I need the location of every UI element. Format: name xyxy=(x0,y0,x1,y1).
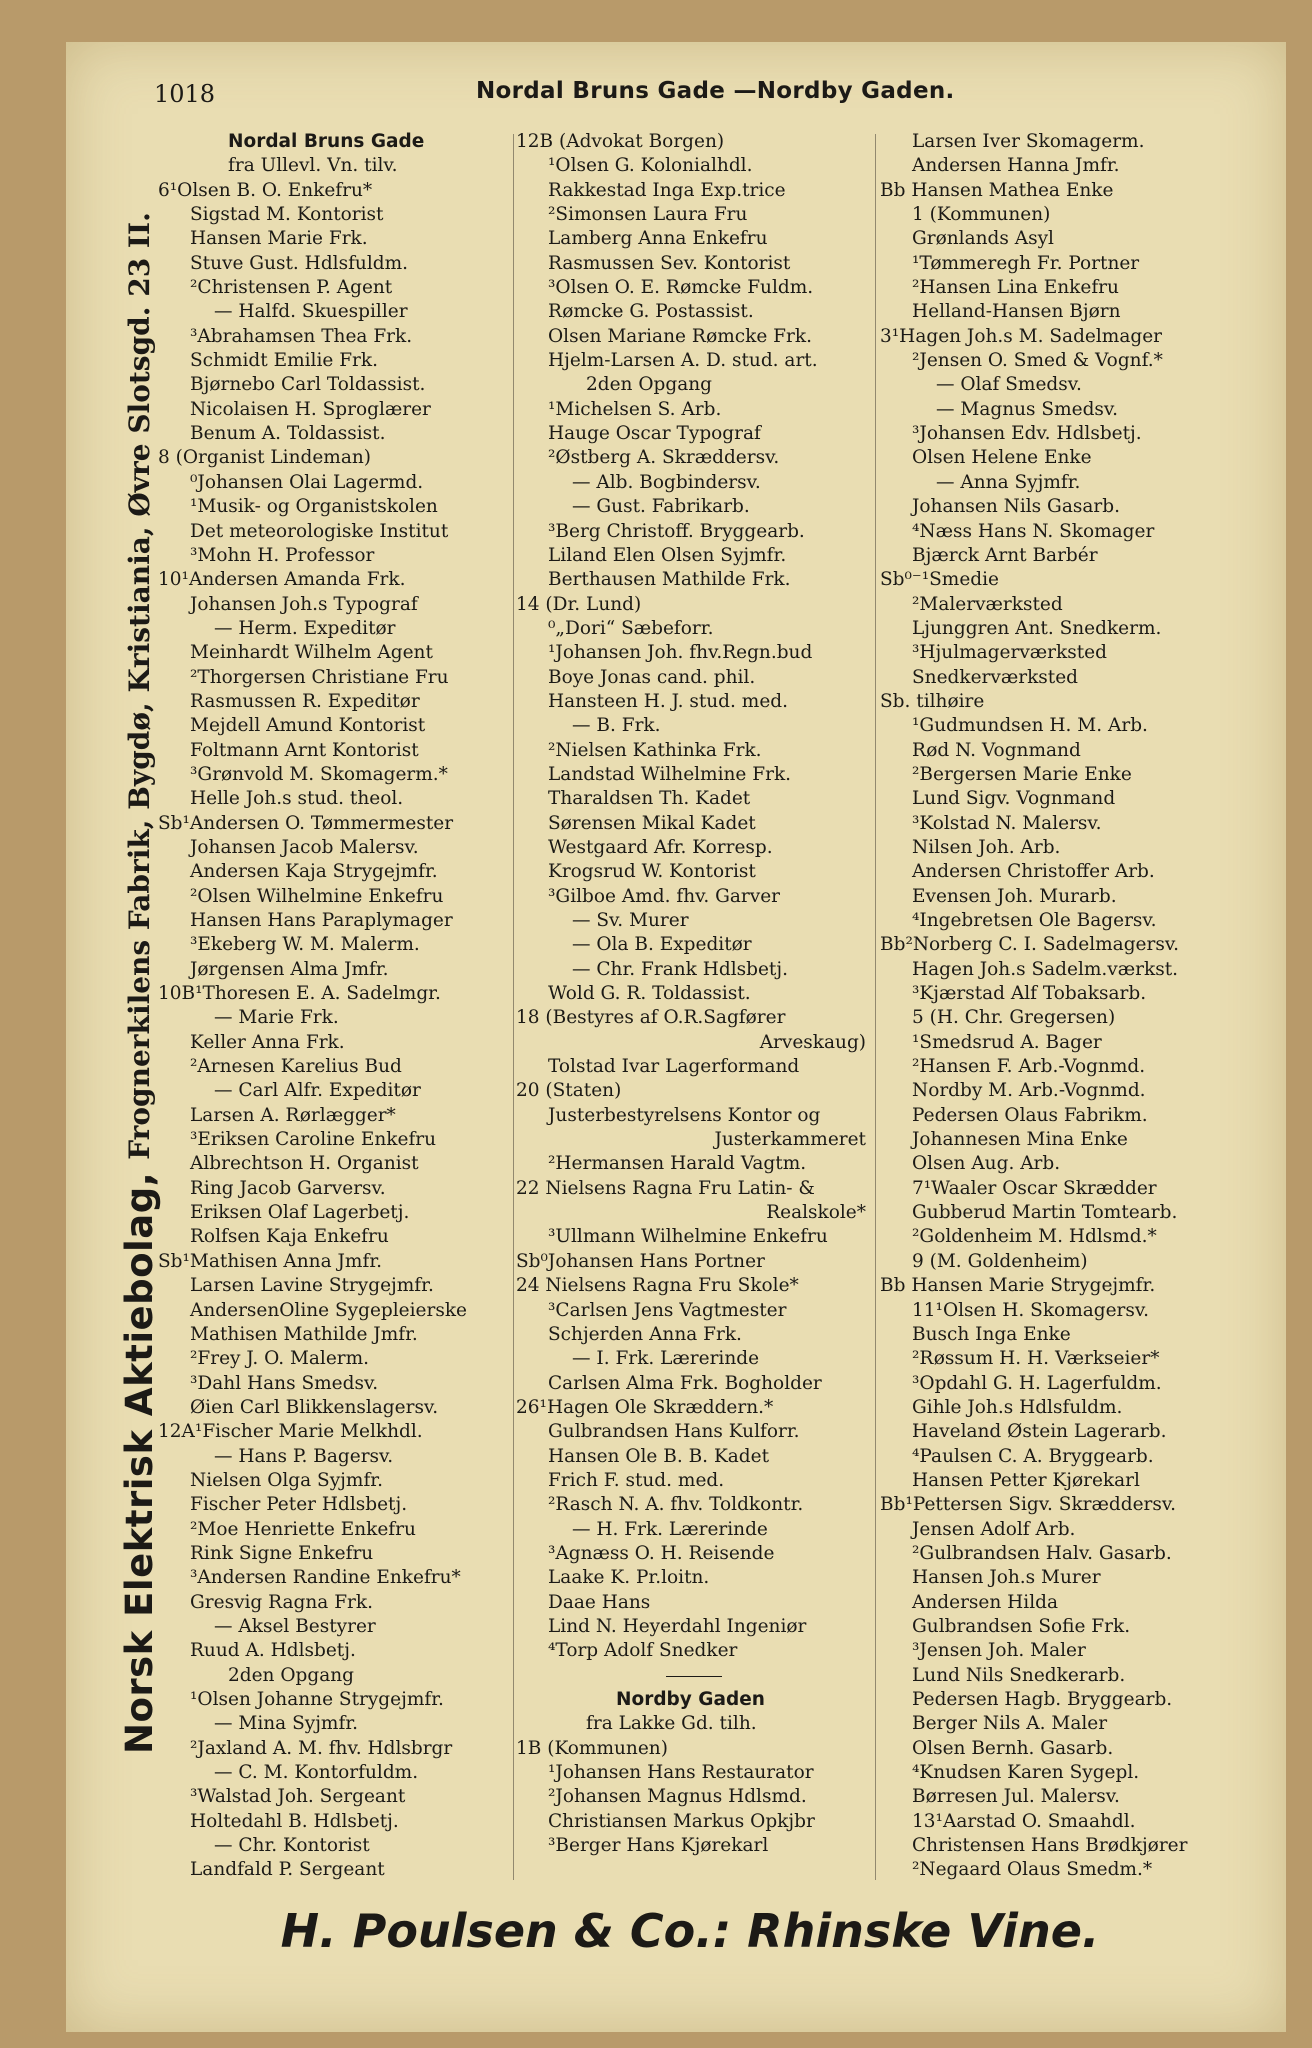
directory-entry: Snedkerværksted xyxy=(912,666,1078,688)
directory-entry: Justerkammeret xyxy=(714,1129,866,1151)
directory-entry: — H. Frk. Lærerinde xyxy=(572,1518,768,1540)
directory-entry: AndersenOline Sygepleierske xyxy=(190,1299,467,1321)
directory-entry: 5 (H. Chr. Gregersen) xyxy=(912,1007,1116,1029)
directory-entry: Foltmann Arnt Kontorist xyxy=(190,739,419,761)
directory-entry: — I. Frk. Lærerinde xyxy=(572,1348,760,1370)
directory-entry: 6¹Olsen B. O. Enkefru* xyxy=(158,179,373,201)
directory-entry: Rasmussen R. Expeditør xyxy=(190,690,420,712)
directory-entry: Sb⁰Johansen Hans Portner xyxy=(516,1250,765,1272)
directory-entry: Lamberg Anna Enkefru xyxy=(548,228,768,250)
directory-entry: Bb Hansen Mathea Enke xyxy=(880,179,1114,201)
directory-entry: Olsen Bernh. Gasarb. xyxy=(912,1737,1114,1759)
directory-entry: ²Jensen O. Smed & Vognf.* xyxy=(912,350,1163,372)
directory-entry: Liland Elen Olsen Syjmfr. xyxy=(548,544,787,566)
directory-entry: Pedersen Hagb. Bryggearb. xyxy=(912,1689,1173,1710)
directory-entry: ⁴Næss Hans N. Skomager xyxy=(912,520,1155,542)
directory-entry: Christensen Hans Brødkjører xyxy=(912,1835,1188,1857)
directory-entry: Gresvig Ragna Frk. xyxy=(190,1591,373,1613)
directory-entry: Hansen Joh.s Murer xyxy=(912,1567,1101,1589)
directory-entry: Rakkestad Inga Exp.trice xyxy=(548,179,786,201)
directory-entry: ⁰„Dori“ Sæbeforr. xyxy=(548,617,714,639)
directory-entry: Rink Signe Enkefru xyxy=(190,1542,374,1564)
directory-entry: ²Østberg A. Skræddersv. xyxy=(548,447,780,469)
directory-entry: Fischer Peter Hdlsbetj. xyxy=(190,1494,408,1516)
directory-entry: ²Arnesen Karelius Bud xyxy=(190,1056,402,1078)
directory-entry: ³Berger Hans Kjørekarl xyxy=(548,1835,769,1857)
directory-entry: Mathisen Mathilde Jmfr. xyxy=(190,1323,418,1345)
directory-entry: Arveskaug) xyxy=(759,1031,866,1053)
directory-entry: ²Gulbrandsen Halv. Gasarb. xyxy=(912,1542,1172,1564)
directory-entry: Realskole* xyxy=(766,1202,866,1224)
directory-entry: Ljunggren Ant. Snedkerm. xyxy=(912,617,1162,639)
directory-entry: Andersen Christoffer Arb. xyxy=(912,861,1155,883)
directory-entry: Sørensen Mikal Kadet xyxy=(548,812,756,834)
directory-entry: Eriksen Olaf Lagerbetj. xyxy=(190,1202,410,1224)
directory-entry: Sb. tilhøire xyxy=(880,690,985,712)
directory-entry: Gulbrandsen Hans Kulforr. xyxy=(548,1421,800,1443)
directory-entry: — Anna Syjmfr. xyxy=(936,471,1081,493)
directory-entry: ¹Michelsen S. Arb. xyxy=(548,398,722,420)
directory-entry: ³Ekeberg W. M. Malerm. xyxy=(190,934,420,956)
directory-entry: ²Hansen Lina Enkefru xyxy=(912,277,1119,299)
directory-entry: — Alb. Bogbindersv. xyxy=(572,471,761,493)
directory-column-1 xyxy=(158,130,514,1883)
directory-entry: 2den Opgang xyxy=(586,374,712,396)
directory-entry: ⁰Johansen Olai Lagermd. xyxy=(190,471,424,493)
directory-entry: Bb²Norberg C. I. Sadelmagersv. xyxy=(880,934,1179,956)
page-number: 1018 xyxy=(154,80,216,108)
directory-entry: ²Malerværksted xyxy=(912,593,1063,615)
directory-entry: Larsen Lavine Strygejmfr. xyxy=(190,1275,434,1297)
directory-entry: ²Jaxland A. M. fhv. Hdlsbrgr xyxy=(190,1737,453,1759)
directory-entry: — Aksel Bestyrer xyxy=(214,1615,376,1637)
directory-entry: ²Hansen F. Arb.-Vognmd. xyxy=(912,1056,1146,1078)
directory-entry: Rød N. Vognmand xyxy=(912,739,1081,761)
directory-entry: Hansen Hans Paraplymager xyxy=(190,910,453,931)
directory-entry: — Ola B. Expeditør xyxy=(572,934,752,956)
directory-entry: Rømcke G. Postassist. xyxy=(548,301,754,323)
directory-entry: ¹Smedsrud A. Bager xyxy=(912,1031,1102,1053)
directory-entry: ³Carlsen Jens Vagtmester xyxy=(548,1299,787,1321)
directory-entry: Westgaard Afr. Korresp. xyxy=(548,836,773,858)
directory-entry: Justerbestyrelsens Kontor og xyxy=(548,1104,821,1126)
directory-entry: Det meteorologiske Institut xyxy=(190,520,449,542)
directory-entry: 1 (Kommunen) xyxy=(912,204,1051,226)
directory-entry: Johansen Nils Gasarb. xyxy=(912,496,1120,518)
directory-entry: Gubberud Martin Tomtearb. xyxy=(912,1202,1178,1224)
directory-entry: Hauge Oscar Typograf xyxy=(548,423,761,445)
directory-entry: fra Ullevl. Vn. tilv. xyxy=(228,155,398,177)
directory-entry: fra Lakke Gd. tilh. xyxy=(586,1713,757,1735)
directory-entry: — Chr. Frank Hdlsbetj. xyxy=(572,958,788,980)
directory-entry: Frich F. stud. med. xyxy=(548,1469,725,1491)
street-heading: Nordby Gaden xyxy=(616,1689,765,1710)
directory-entry: Grønlands Asyl xyxy=(912,228,1054,250)
directory-entry: 2den Opgang xyxy=(228,1664,354,1686)
directory-entry: — Chr. Kontorist xyxy=(214,1835,370,1857)
directory-entry: Daae Hans xyxy=(548,1591,651,1613)
directory-entry: ¹Johansen Joh. fhv.Regn.bud xyxy=(548,642,813,664)
directory-entry: Sigstad M. Kontorist xyxy=(190,204,384,226)
directory-entry: ³Berg Christoff. Bryggearb. xyxy=(548,520,805,542)
directory-entry: — Magnus Smedsv. xyxy=(936,398,1119,420)
directory-entry: Mejdell Amund Kontorist xyxy=(190,715,426,737)
directory-entry: ²Christensen P. Agent xyxy=(190,277,393,299)
directory-entry: ²Frey J. O. Malerm. xyxy=(190,1348,370,1370)
directory-entry: Larsen A. Rørlægger* xyxy=(190,1104,396,1126)
directory-column-2 xyxy=(516,130,872,1858)
directory-entry: ¹Musik- og Organistskolen xyxy=(190,496,438,518)
directory-entry: 10B¹Thoresen E. A. Sadelmgr. xyxy=(158,983,441,1005)
directory-entry: Børresen Jul. Malersv. xyxy=(912,1786,1120,1808)
directory-entry: Bjærck Arnt Barbér xyxy=(912,544,1098,566)
directory-entry: Benum A. Toldassist. xyxy=(190,423,386,445)
directory-entry: ²Rasch N. A. fhv. Toldkontr. xyxy=(548,1494,804,1516)
directory-entry: Meinhardt Wilhelm Agent xyxy=(190,642,433,664)
directory-entry: ³Grønvold M. Skomagerm.* xyxy=(190,763,448,785)
directory-entry: 7¹Waaler Oscar Skrædder xyxy=(912,1177,1157,1199)
directory-entry: ³Mohn H. Professor xyxy=(190,544,375,566)
directory-entry: Wold G. R. Toldassist. xyxy=(548,983,751,1005)
directory-entry: Sb⁰⁻¹Smedie xyxy=(880,569,999,591)
directory-entry: Landstad Wilhelmine Frk. xyxy=(548,763,792,785)
directory-entry: Larsen Iver Skomagerm. xyxy=(912,131,1145,152)
directory-entry: 12A¹Fischer Marie Melkhdl. xyxy=(158,1421,423,1443)
column-divider xyxy=(875,134,876,1880)
directory-entry: — Olaf Smedsv. xyxy=(936,374,1082,396)
directory-entry: ²Bergersen Marie Enke xyxy=(912,763,1132,785)
directory-entry: ²Thorgersen Christiane Fru xyxy=(190,666,449,688)
directory-entry: Boye Jonas cand. phil. xyxy=(548,666,756,688)
directory-entry: Jensen Adolf Arb. xyxy=(912,1518,1076,1540)
directory-entry: ¹Gudmundsen H. M. Arb. xyxy=(912,715,1148,737)
directory-entry: Hansen Ole B. B. Kadet xyxy=(548,1445,770,1467)
directory-entry: — Carl Alfr. Expeditør xyxy=(214,1080,421,1102)
directory-entry: Rolfsen Kaja Enkefru xyxy=(190,1226,389,1248)
directory-entry: ³Kolstad N. Malersv. xyxy=(912,812,1102,834)
directory-entry: Johannesen Mina Enke xyxy=(912,1129,1128,1151)
directory-entry: Sb¹Mathisen Anna Jmfr. xyxy=(158,1250,383,1272)
directory-entry: ²Røssum H. H. Værkseier* xyxy=(912,1348,1160,1370)
directory-entry: — Gust. Fabrikarb. xyxy=(572,496,750,518)
directory-entry: — Marie Frk. xyxy=(214,1007,339,1029)
directory-entry: ²Simonsen Laura Fru xyxy=(548,204,748,226)
directory-entry: ³Jensen Joh. Maler xyxy=(912,1640,1086,1662)
directory-entry: Øien Carl Blikkenslagersv. xyxy=(190,1396,439,1418)
directory-entry: Sb¹Andersen O. Tømmermester xyxy=(158,812,454,834)
directory-entry: — Mina Syjmfr. xyxy=(214,1713,359,1735)
directory-column-3 xyxy=(880,130,1282,1883)
directory-entry: Bb¹Pettersen Sigv. Skræddersv. xyxy=(880,1494,1176,1516)
directory-entry: Lund Sigv. Vognmand xyxy=(912,788,1116,810)
directory-entry: Nordby M. Arb.-Vognmd. xyxy=(912,1080,1146,1102)
directory-entry: 10¹Andersen Amanda Frk. xyxy=(158,569,406,591)
directory-entry: 26¹Hagen Ole Skræddern.* xyxy=(516,1396,774,1418)
directory-entry: ¹Olsen Johanne Strygejmfr. xyxy=(190,1689,444,1710)
directory-entry: ³Ullmann Wilhelmine Enkefru xyxy=(548,1226,828,1248)
directory-entry: ¹Tømmeregh Fr. Portner xyxy=(912,252,1140,274)
directory-entry: Lund Nils Snedkerarb. xyxy=(912,1664,1126,1686)
directory-entry: ³Hjulmagerværksted xyxy=(912,642,1107,664)
directory-entry: Andersen Kaja Strygejmfr. xyxy=(190,861,438,883)
directory-entry: ³Kjærstad Alf Tobaksarb. xyxy=(912,983,1147,1005)
directory-entry: Ruud A. Hdlsbetj. xyxy=(190,1640,356,1662)
directory-entry: Hansen Petter Kjørekarl xyxy=(912,1469,1140,1491)
directory-entry: Nilsen Joh. Arb. xyxy=(912,836,1061,858)
directory-entry: ²Olsen Wilhelmine Enkefru xyxy=(190,885,444,907)
section-rule xyxy=(516,1664,872,1688)
directory-entry: ²Moe Henriette Enkefru xyxy=(190,1518,416,1540)
directory-entry: Johansen Joh.s Typograf xyxy=(190,593,418,615)
directory-entry: ¹Olsen G. Kolonialhdl. xyxy=(548,155,753,177)
directory-entry: Keller Anna Frk. xyxy=(190,1031,345,1053)
directory-entry: Christiansen Markus Opkjbr xyxy=(548,1810,815,1832)
directory-entry: 12B (Advokat Borgen) xyxy=(516,131,725,152)
directory-entry: Tharaldsen Th. Kadet xyxy=(548,788,751,810)
directory-entry: ³Johansen Edv. Hdlsbetj. xyxy=(912,423,1142,445)
page-header xyxy=(150,80,1230,114)
directory-entry: ⁴Torp Adolf Snedker xyxy=(548,1640,738,1662)
directory-entry: ³Andersen Randine Enkefru* xyxy=(190,1567,461,1589)
directory-entry: ³Walstad Joh. Sergeant xyxy=(190,1786,406,1808)
directory-entry: Laake K. Pr.loitn. xyxy=(548,1567,710,1589)
directory-entry: Holtedahl B. Hdlsbetj. xyxy=(190,1810,399,1832)
directory-entry: 3¹Hagen Joh.s M. Sadelmager xyxy=(880,325,1162,347)
directory-entry: Landfald P. Sergeant xyxy=(190,1859,385,1881)
side-ad-brand: Norsk Elektrisk Aktiebolag, xyxy=(117,1171,161,1754)
directory-entry: Helland-Hansen Bjørn xyxy=(912,301,1121,323)
directory-entry: Schjerden Anna Frk. xyxy=(548,1323,742,1345)
directory-entry: Hagen Joh.s Sadelm.værkst. xyxy=(912,958,1179,980)
directory-entry: Evensen Joh. Murarb. xyxy=(912,885,1117,907)
directory-entry: 24 Nielsens Ragna Fru Skole* xyxy=(516,1275,799,1297)
directory-entry: Berger Nils A. Maler xyxy=(912,1713,1108,1735)
directory-entry: Berthausen Mathilde Frk. xyxy=(548,569,791,591)
directory-entry: Olsen Helene Enke xyxy=(912,447,1092,469)
directory-entry: Bjørnebo Carl Toldassist. xyxy=(190,374,426,396)
directory-entry: 20 (Staten) xyxy=(516,1080,622,1102)
directory-entry: Schmidt Emilie Frk. xyxy=(190,350,378,372)
directory-entry: — Hans P. Bagersv. xyxy=(214,1445,394,1467)
directory-entry: Hjelm-Larsen A. D. stud. art. xyxy=(548,350,818,372)
directory-entry: Stuve Gust. Hdlsfuldm. xyxy=(190,252,409,274)
directory-entry: — B. Frk. xyxy=(572,715,661,737)
directory-entry: Andersen Hilda xyxy=(912,1591,1058,1613)
directory-entry: ³Opdahl G. H. Lagerfuldm. xyxy=(912,1372,1162,1394)
footer-advertisement: H. Poulsen & Co.: Rhinske Vine. xyxy=(280,1904,1100,1958)
directory-entry: Jørgensen Alma Jmfr. xyxy=(190,958,389,980)
directory-entry: ²Johansen Magnus Hdlsmd. xyxy=(548,1786,807,1808)
directory-entry: 13¹Aarstad O. Smaahdl. xyxy=(912,1810,1136,1832)
directory-entry: — C. M. Kontorfuldm. xyxy=(214,1762,419,1784)
directory-entry: ³Abrahamsen Thea Frk. xyxy=(190,325,413,347)
directory-entry: ³Eriksen Caroline Enkefru xyxy=(190,1129,437,1151)
directory-entry: ³Gilboe Amd. fhv. Garver xyxy=(548,885,781,907)
directory-entry: Bb Hansen Marie Strygejmfr. xyxy=(880,1275,1156,1297)
directory-entry: Nielsen Olga Syjmfr. xyxy=(190,1469,383,1491)
directory-entry: Busch Inga Enke xyxy=(912,1323,1071,1345)
directory-entry: — Sv. Murer xyxy=(572,910,689,931)
directory-entry: 18 (Bestyres af O.R.Sagfører xyxy=(516,1007,786,1029)
directory-entry: Lind N. Heyerdahl Ingeniør xyxy=(548,1615,807,1637)
directory-entry: ⁴Knudsen Karen Sygepl. xyxy=(912,1762,1140,1784)
directory-entry: 11¹Olsen H. Skomagersv. xyxy=(912,1299,1150,1321)
directory-entry: Rasmussen Sev. Kontorist xyxy=(548,252,791,274)
directory-entry: Nicolaisen H. Sproglærer xyxy=(190,398,431,420)
directory-entry: ²Negaard Olaus Smedm.* xyxy=(912,1859,1153,1881)
directory-entry: — Halfd. Skuespiller xyxy=(214,301,408,323)
directory-entry: ⁴Ingebretsen Ole Bagersv. xyxy=(912,910,1157,931)
directory-entry: Johansen Jacob Malersv. xyxy=(190,836,419,858)
page-title: Nordal Bruns Gade —Nordby Gaden. xyxy=(476,78,955,104)
directory-entry: Gulbrandsen Sofie Frk. xyxy=(912,1615,1131,1637)
side-ad-details: Frognerkilens Fabrik, Bygdø, Kristiania, Øvre Slotsgd. 23 II. xyxy=(122,212,156,1160)
directory-entry: 8 (Organist Lindeman) xyxy=(158,447,372,469)
directory-entry: Krogsrud W. Kontorist xyxy=(548,861,756,883)
directory-entry: Olsen Mariane Rømcke Frk. xyxy=(548,325,812,347)
directory-entry: Tolstad Ivar Lagerformand xyxy=(548,1056,800,1078)
directory-entry: ²Nielsen Kathinka Frk. xyxy=(548,739,762,761)
directory-entry: Andersen Hanna Jmfr. xyxy=(912,155,1120,177)
directory-entry: Helle Joh.s stud. theol. xyxy=(190,788,404,810)
directory-entry: Albrechtson H. Organist xyxy=(190,1153,419,1175)
directory-entry: Gihle Joh.s Hdlsfuldm. xyxy=(912,1396,1123,1418)
directory-entry: Hansen Marie Frk. xyxy=(190,228,368,250)
directory-entry: Ring Jacob Garversv. xyxy=(190,1177,386,1199)
directory-entry: Pedersen Olaus Fabrikm. xyxy=(912,1104,1148,1126)
directory-entry: 14 (Dr. Lund) xyxy=(516,593,642,615)
street-heading: Nordal Bruns Gade xyxy=(228,131,425,152)
directory-entry: 1B (Kommunen) xyxy=(516,1737,668,1759)
directory-entry: 22 Nielsens Ragna Fru Latin- & xyxy=(516,1177,815,1199)
directory-entry: ³Olsen O. E. Rømcke Fuldm. xyxy=(548,277,814,299)
directory-entry: ⁴Paulsen C. A. Bryggearb. xyxy=(912,1445,1154,1467)
directory-entry: ³Agnæss O. H. Reisende xyxy=(548,1542,775,1564)
directory-entry: Olsen Aug. Arb. xyxy=(912,1153,1061,1175)
directory-entry: ¹Johansen Hans Restaurator xyxy=(548,1762,814,1784)
directory-entry: — Herm. Expeditør xyxy=(214,617,396,639)
directory-entry: 9 (M. Goldenheim) xyxy=(912,1250,1088,1272)
directory-entry: ³Dahl Hans Smedsv. xyxy=(190,1372,379,1394)
directory-entry: Hansteen H. J. stud. med. xyxy=(548,690,788,712)
directory-entry: ²Goldenheim M. Hdlsmd.* xyxy=(912,1226,1157,1248)
directory-entry: Haveland Østein Lagerarb. xyxy=(912,1421,1167,1443)
directory-entry: Carlsen Alma Frk. Bogholder xyxy=(548,1372,822,1394)
directory-entry: ²Hermansen Harald Vagtm. xyxy=(548,1153,807,1175)
